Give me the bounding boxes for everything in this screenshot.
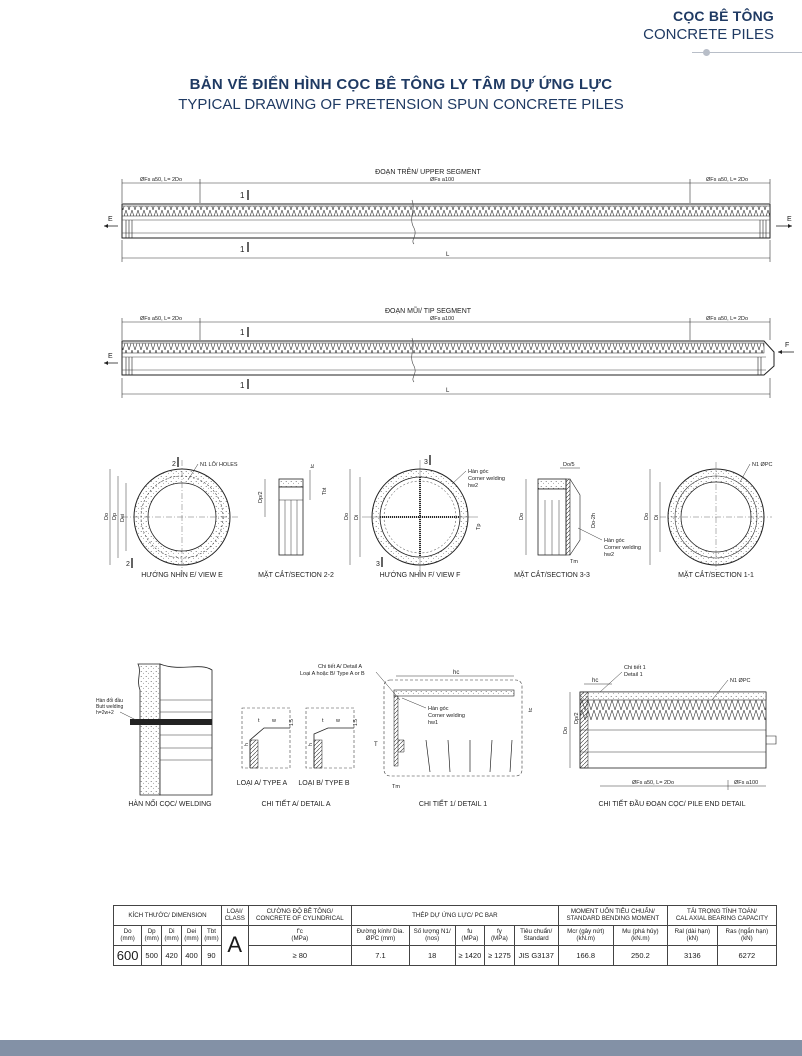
section-2-2 (258, 464, 334, 579)
pile-end-bottom-right-note: ØFs a100 (734, 780, 759, 786)
tip-left-spiral-note: ØFs a50, L= 2Do (140, 316, 183, 322)
detail-1-callout-2: Loại A hoặc B/ Type A or B (300, 671, 365, 677)
section-3-3-weld-note-3: hw2 (604, 552, 615, 558)
spec-group-header-row (114, 906, 777, 926)
spec-col-mu-name: Mu (phá hủy) (622, 927, 659, 935)
detail-1-dim-tm: Tm (392, 784, 400, 790)
view-e (104, 457, 240, 579)
detail-1-dim-t: T (374, 742, 378, 748)
pile-end-callout-2: Detail 1 (624, 672, 643, 678)
spec-col-ral-name: Ral (dài hạn) (674, 927, 711, 935)
spec-cell-do: 600 (114, 945, 142, 966)
spec-group-class-line1: LOẠI/ (226, 908, 243, 915)
section-1-1 (644, 462, 773, 579)
pile-end-pc-note: N1 ØPC (730, 678, 751, 684)
welding-note-1: Hàn đối đầu (96, 698, 123, 704)
view-f-dim-tp: Tp (476, 523, 482, 530)
spec-cell-ras: 6272 (717, 945, 776, 966)
spec-col-do-unit: (mm) (120, 935, 135, 943)
spec-col-do (114, 925, 142, 945)
detail-a-type-a-dim-w: w (272, 718, 276, 724)
tip-segment (104, 306, 794, 398)
spec-data-row (114, 945, 777, 966)
spec-col-fu-name: fu (467, 927, 473, 935)
detail-a-type-a-label: LOẠI A/ TYPE A (236, 780, 288, 787)
pile-end-bottom-left-note: ØFs a50, L= 2Do (632, 780, 675, 786)
spec-cell-dia: 7.1 (352, 945, 410, 966)
spec-col-dp-name: Dp (147, 927, 156, 935)
view-f-weld-note-2: Corner welding (468, 476, 505, 482)
section-3-3-weld-note-1: Hàn góc (604, 538, 625, 544)
brand-title-vi: CỌC BÊ TÔNG (673, 8, 774, 24)
view-f-dim-di: Di (354, 514, 360, 520)
section-3-3-caption: MẶT CẮT/SECTION 3-3 (514, 572, 590, 579)
detail-1-callout-1: Chi tiết A/ Detail A (318, 664, 363, 670)
spec-group-moment (558, 906, 667, 926)
tip-segment-label: ĐOẠN MŨI/ TIP SEGMENT (384, 308, 472, 315)
detail-1-weld-note-3: hw1 (428, 720, 439, 726)
spec-cell-dei: 400 (182, 945, 202, 966)
pile-end-dim-dp2: Dp/2 (574, 712, 580, 724)
detail-1-dim-tc: tc (528, 707, 534, 712)
detail-1-weld-note-2: Corner welding (428, 713, 465, 719)
spec-group-capacity-line1: TẢI TRỌNG TÍNH TOÁN/ (686, 908, 757, 915)
spec-cell-fu: ≥ 1420 (455, 945, 485, 966)
view-e-mark-bottom: 2 (126, 561, 130, 568)
tip-view-f-label: F (785, 342, 790, 349)
detail-1-weld-note-1: Hàn góc (428, 706, 449, 712)
spec-column-header-row (114, 925, 777, 945)
section-3-3-dim-do5: Do/5 (563, 462, 575, 468)
detail-a-type-b-label: LOẠI B/ TYPE B (298, 780, 350, 787)
spec-col-fy-name: fy (497, 927, 502, 935)
detail-a-type-a-dim-h: h (244, 743, 250, 746)
view-f-caption: HƯỚNG NHÌN F/ VIEW F (379, 572, 461, 579)
spec-col-mcr-name: Mcr (gây nứt) (567, 927, 605, 935)
welding-note-2: Butt welding (96, 704, 124, 710)
spec-col-standard-unit: Standard (523, 935, 549, 943)
spec-col-ral-unit: (kN) (686, 935, 699, 943)
spec-cell-mu: 250.2 (613, 945, 667, 966)
brand-title-en: CONCRETE PILES (643, 26, 774, 43)
spec-col-fu-unit: (MPa) (461, 935, 479, 943)
welding-note-3: h=2w+2 (96, 710, 114, 716)
spec-group-moment-line2: STANDARD BENDING MOMENT (566, 915, 660, 923)
spec-group-class (221, 906, 248, 926)
spec-cell-ral: 3136 (667, 945, 717, 966)
detail-a-type-b-dim-t: t (322, 718, 324, 724)
spec-col-di-name: Di (168, 927, 175, 935)
tip-view-e-label: E (108, 353, 113, 360)
view-e-dim-do: Do (104, 512, 110, 520)
tip-mid-spiral-note: ØFs a100 (430, 316, 455, 322)
spec-col-qty-name: Số lượng N1/ (413, 927, 451, 935)
spec-col-standard-name: Tiêu chuẩn/ (520, 927, 553, 935)
spec-cell-mcr: 166.8 (558, 945, 613, 966)
spec-col-do-name: Do (123, 927, 132, 935)
upper-right-spiral-note: ØFs a50, L= 2Do (706, 177, 749, 183)
upper-length-label: L (446, 252, 450, 258)
spec-col-dia (352, 925, 410, 945)
detail-a-type-b-dim-15: 1.5 (353, 719, 359, 726)
pile-end-caption: CHI TIẾT ĐẦU ĐOẠN CỌC/ PILE END DETAIL (598, 801, 746, 808)
view-e-dim-dp: Dp (112, 512, 118, 520)
detail-a-type-b-dim-h: h (308, 743, 314, 746)
upper-left-spiral-note: ØFs a50, L= 2Do (140, 177, 183, 183)
spec-col-dei-unit: (mm) (184, 935, 199, 943)
section-2-2-caption: MẶT CẮT/SECTION 2-2 (258, 572, 334, 579)
pile-end-dim-hc: hc (592, 678, 599, 684)
upper-section-mark-bottom: 1 (240, 245, 245, 254)
view-e-caption: HƯỚNG NHÌN E/ VIEW E (141, 572, 223, 579)
spec-col-ras-unit: (kN) (741, 935, 753, 943)
section-3-3-dim-do2h: Do-2h (591, 513, 597, 528)
spec-group-concrete-line2: CONCRETE OF CYLINDRICAL (255, 915, 344, 923)
page-title-en: TYPICAL DRAWING OF PRETENSION SPUN CONCRETE PILES (178, 96, 624, 113)
section-2-2-dim-tc: tc (310, 464, 316, 468)
detail-a-type-a-dim-t: t (258, 718, 260, 724)
detail-1-dim-hc: hc (453, 670, 460, 676)
spec-col-dei-name: Dei (186, 927, 197, 935)
spec-col-dp-unit: (mm) (144, 935, 159, 943)
section-1-1-pc-note: N1 ØPC (752, 462, 773, 468)
spec-cell-fy: ≥ 1275 (485, 945, 515, 966)
section-3-3-dim-tm: Tm (570, 559, 578, 565)
spec-cell-di: 420 (162, 945, 182, 966)
spec-col-tbt-unit: (mm) (204, 935, 219, 943)
pile-end-dim-do: Do (563, 726, 569, 734)
tip-length-label: L (446, 388, 450, 394)
detail-a (237, 708, 359, 808)
upper-view-e-right-label: E (787, 216, 792, 223)
welding-detail (96, 664, 212, 808)
pile-end-callout-1: Chi tiết 1 (624, 665, 646, 671)
spec-group-moment-line1: MOMENT UỐN TIÊU CHUẨN/ (570, 908, 655, 915)
detail-1-caption: CHI TIẾT 1/ DETAIL 1 (418, 801, 488, 808)
section-1-1-caption: MẶT CẮT/SECTION 1-1 (678, 572, 754, 579)
spec-col-mcr (558, 925, 613, 945)
spec-cell-class: A (221, 925, 248, 965)
spec-cell-dp: 500 (142, 945, 162, 966)
upper-segment-label: ĐOẠN TRÊN/ UPPER SEGMENT (375, 169, 481, 176)
section-1-1-dim-do: Do (644, 512, 650, 520)
tip-section-mark-bottom: 1 (240, 381, 245, 390)
welding-caption: HÀN NỐI CỌC/ WELDING (128, 801, 212, 808)
section-3-3-weld-note-2: Corner welding (604, 545, 641, 551)
upper-section-mark-top: 1 (240, 191, 245, 200)
view-f-dim-do: Do (344, 512, 350, 520)
view-e-dim-dei: Dei (120, 513, 126, 522)
spec-col-dia-unit: ØPC (mm) (365, 935, 396, 943)
pile-end-detail (563, 665, 776, 808)
view-e-holes-note: N1 LỖ/ HOLES (200, 462, 238, 468)
spec-col-fy (485, 925, 515, 945)
section-1-1-dim-di: Di (654, 514, 660, 520)
spec-col-ras (717, 925, 776, 945)
spec-col-mu (613, 925, 667, 945)
spec-group-capacity-line2: CAL AXIAL BEARING CAPACITY (675, 915, 769, 923)
spec-col-ras-name: Ras (ngắn hạn) (725, 927, 769, 935)
detail-a-type-b-dim-w: w (336, 718, 340, 724)
spec-cell-standard: JIS G3137 (514, 945, 558, 966)
spec-group-dimension: KÍCH THƯỚC/ DIMENSION (114, 906, 222, 926)
spec-cell-fc: ≥ 80 (248, 945, 352, 966)
spec-cell-qty: 18 (409, 945, 455, 966)
spec-col-di (162, 925, 182, 945)
upper-mid-spiral-note: ØFs a100 (430, 177, 455, 183)
spec-col-fc (248, 925, 352, 945)
upper-view-e-left-label: E (108, 216, 113, 223)
spec-col-qty (409, 925, 455, 945)
view-f-mark-bottom: 3 (376, 561, 380, 568)
spec-col-fc-unit: (MPa) (291, 935, 309, 943)
view-f-weld-note-1: Hàn góc (468, 469, 489, 475)
spec-col-tbt-name: Tbt (206, 927, 216, 935)
spec-col-fy-unit: (MPa) (490, 935, 508, 943)
spec-col-di-unit: (mm) (164, 935, 179, 943)
section-3-3 (514, 462, 641, 579)
spec-col-mu-unit: (kN.m) (631, 935, 650, 943)
spec-col-dei (182, 925, 202, 945)
spec-col-qty-unit: (nos) (425, 935, 440, 943)
spec-cell-tbt: 90 (201, 945, 221, 966)
section-2-2-dim-dp2: Dp/2 (258, 491, 264, 503)
spec-col-standard (514, 925, 558, 945)
page-title-vi: BẢN VẼ ĐIỂN HÌNH CỌC BÊ TÔNG LY TÂM DỰ ỨNG LỰC (189, 76, 613, 93)
spec-group-concrete (248, 906, 352, 926)
view-f-mark-top: 3 (424, 459, 428, 466)
spec-col-dia-name: Đường kính/ Dia. (356, 927, 405, 935)
spec-col-tbt (201, 925, 221, 945)
view-e-mark-top: 2 (172, 461, 176, 468)
spec-group-pc-bar: THÉP DỰ ỨNG LỰC/ PC BAR (352, 906, 559, 926)
footer-bar (0, 1040, 802, 1056)
spec-col-mcr-unit: (kN.m) (576, 935, 595, 943)
view-f-weld-note-3: hw2 (468, 483, 479, 489)
spec-group-class-line2: CLASS (224, 915, 245, 923)
spec-col-ral (667, 925, 717, 945)
spec-group-capacity (667, 906, 776, 926)
tip-right-spiral-note: ØFs a50, L= 2Do (706, 316, 749, 322)
spec-group-concrete-line1: CƯỜNG ĐỘ BÊ TÔNG/ (266, 908, 334, 915)
spec-col-dp (142, 925, 162, 945)
tip-section-mark-top: 1 (240, 328, 245, 337)
detail-a-caption: CHI TIẾT A/ DETAIL A (261, 801, 331, 808)
spec-col-fu (455, 925, 485, 945)
section-2-2-dim-tbt: Tbt (322, 487, 328, 495)
spec-col-fc-name: f'c (296, 927, 303, 935)
view-f (344, 455, 505, 579)
spec-table (113, 905, 777, 966)
upper-segment (104, 167, 792, 262)
section-3-3-dim-do: Do (519, 512, 525, 520)
detail-a-type-a-dim-15: 1.5 (289, 719, 295, 726)
